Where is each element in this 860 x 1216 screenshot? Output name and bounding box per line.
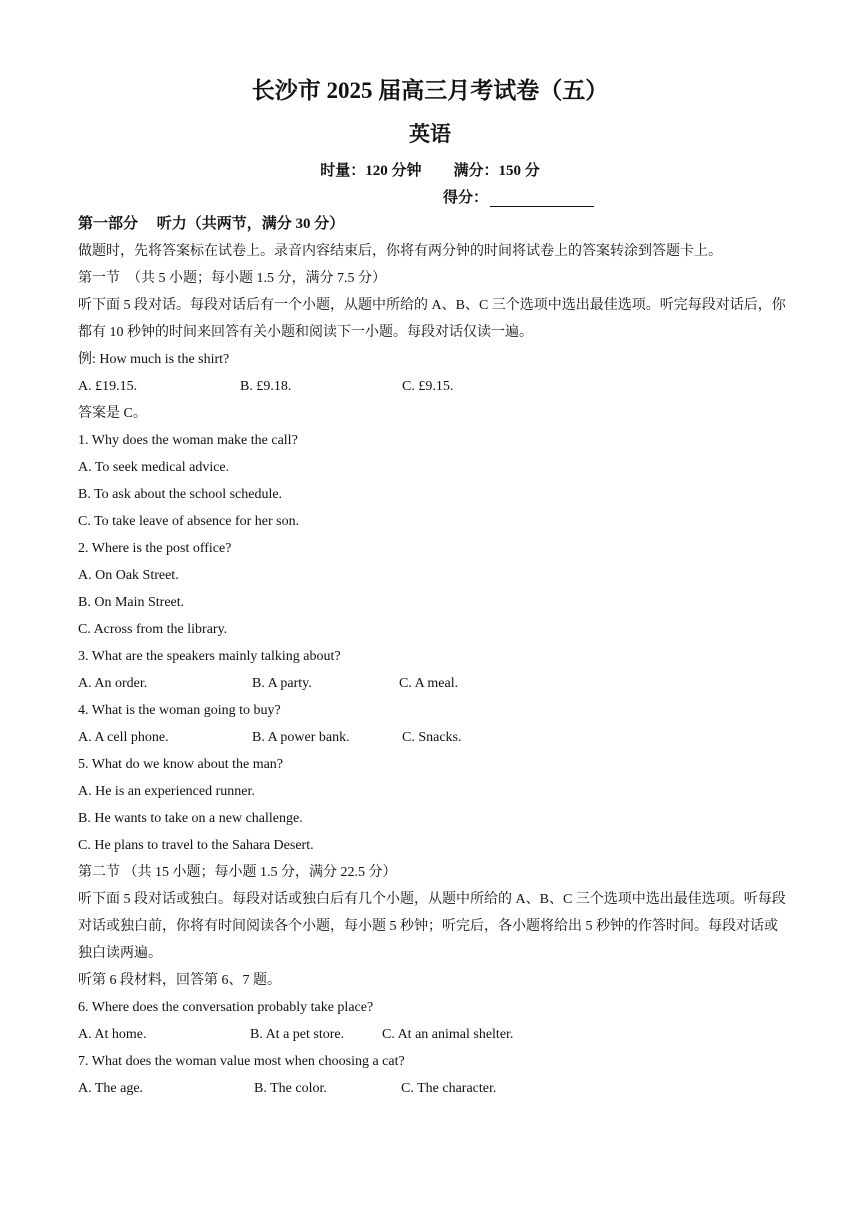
section1-instruction: 听下面 5 段对话。每段对话后有一个小题，从题中所给的 A、B、C 三个选项中选出最佳选项。听完每段对话后，你都有 10 秒钟的时间来回答有关小题和阅读下一小题。每段对话仅读一遍。 (78, 298, 786, 340)
score-field (443, 186, 594, 207)
score-blank-line[interactable] (490, 190, 594, 207)
q7-option-a: A. The age. (78, 1081, 144, 1096)
question-1: 1. Why does the woman make the call? (78, 433, 298, 448)
option-a: A. £19.15. (78, 379, 138, 394)
q6-option-a: A. At home. (78, 1027, 147, 1042)
option-b: B. £9.18. (240, 379, 292, 394)
q3-option-c: C. A meal. (399, 676, 459, 691)
example-options (78, 373, 788, 400)
subject-title: 英语 (409, 122, 451, 146)
part1-heading: 第一部分 听力（共两节，满分 30 分） (78, 216, 345, 232)
question-3: 3. What are the speakers mainly talking about? (78, 649, 341, 664)
q6-option-b: B. At a pet store. (250, 1027, 345, 1042)
material-6-note: 听第 6 段材料，回答第 6、7 题。 (78, 973, 281, 988)
part1-instruction: 做题时，先将答案标在试卷上。录音内容结束后，你将有两分钟的时间将试卷上的答案转涂到答题卡上。 (78, 244, 722, 259)
question-6: 6. Where does the conversation probably take place? (78, 1000, 374, 1015)
example-answer: 答案是 C。 (78, 406, 147, 421)
q4-option-b: B. A power bank. (252, 730, 350, 745)
q5-option-b: B. He wants to take on a new challenge. (78, 811, 303, 826)
question-7: 7. What does the woman value most when choosing a cat? (78, 1054, 405, 1069)
q2-option-c: C. Across from the library. (78, 622, 228, 637)
section1-heading: 第一节 （共 5 小题；每小题 1.5 分，满分 7.5 分） (78, 271, 386, 286)
q1-option-b: B. To ask about the school schedule. (78, 487, 283, 502)
q4-option-c: C. Snacks. (402, 730, 462, 745)
example-question: 例: How much is the shirt? (78, 352, 230, 367)
q5-option-c: C. He plans to travel to the Sahara Desert. (78, 838, 314, 853)
time-limit: 时量：120 分钟 (320, 163, 422, 179)
q3-option-b: B. A party. (252, 676, 312, 691)
q2-option-b: B. On Main Street. (78, 595, 185, 610)
q4-options (78, 724, 788, 751)
q4-option-a: A. A cell phone. (78, 730, 169, 745)
exam-content (78, 210, 788, 1102)
question-5: 5. What do we know about the man? (78, 757, 284, 772)
q2-option-a: A. On Oak Street. (78, 568, 179, 583)
question-4: 4. What is the woman going to buy? (78, 703, 281, 718)
q7-option-c: C. The character. (401, 1081, 497, 1096)
full-score: 满分：150 分 (453, 163, 540, 179)
section2-heading: 第二节 （共 15 小题；每小题 1.5 分，满分 22.5 分） (78, 865, 397, 880)
q7-option-b: B. The color. (254, 1081, 327, 1096)
section2-instruction: 听下面 5 段对话或独白。每段对话或独白后有几个小题，从题中所给的 A、B、C 三个选项中选出最佳选项。听每段对话或独白前，你将有时间阅读各个小题，每小题 5 秒钟；听完后，各小题将给出 5 秒钟的作答时间。每段对话或独白读两遍。 (78, 892, 786, 961)
exam-meta (0, 159, 860, 180)
q1-option-a: A. To seek medical advice. (78, 460, 230, 475)
option-c: C. £9.15. (402, 379, 454, 394)
q6-options (78, 1021, 788, 1048)
q3-option-a: A. An order. (78, 676, 148, 691)
q5-option-a: A. He is an experienced runner. (78, 784, 255, 799)
q7-options (78, 1075, 788, 1102)
q6-option-c: C. At an animal shelter. (382, 1027, 514, 1042)
q3-options (78, 670, 788, 697)
q1-option-c: C. To take leave of absence for her son. (78, 514, 300, 529)
question-2: 2. Where is the post office? (78, 541, 232, 556)
score-label: 得分： (443, 190, 489, 206)
exam-title: 长沙市 2025 届高三月考试卷（五） (251, 78, 609, 103)
